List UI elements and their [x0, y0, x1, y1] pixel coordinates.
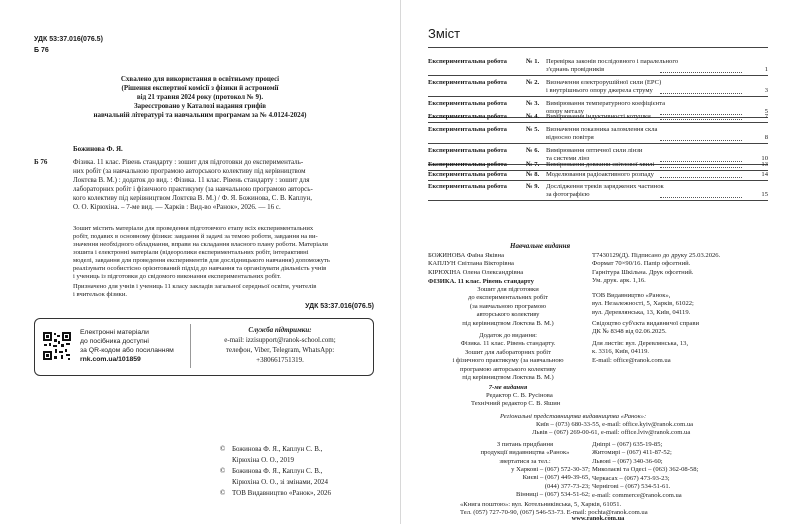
toc-entry-number: № 1.: [526, 58, 540, 65]
mail-order: «Книга поштою»: вул. Котельниківська, 5, Харків, 61051. Тел. (057) 727-70-90, (067) 546-53-73. E-mail: pochta@ranok.com.ua: [460, 501, 648, 517]
toc-entry-number: № 6.: [526, 147, 540, 154]
qr-code-icon: [42, 331, 72, 361]
toc-entry-label: Експериментальна робота: [428, 126, 507, 133]
toc-entry-number: № 5.: [526, 126, 540, 133]
toc-entry-number: № 4.: [526, 113, 540, 120]
phones-left: у Харкові – (067) 572-30-37; Києві – (067) 449-39-65, (044) 377-73-23; Вінниці – (067) 534-51-62;: [511, 466, 590, 499]
office-email[interactable]: E-mail: office@ranok.com.ua: [592, 356, 671, 364]
toc-entry-title: Вимірювання довжини світлової хвилі: [546, 161, 655, 168]
regional-title: Регіональні представництва видавництва «Ранок»:: [500, 413, 647, 420]
commerce-email[interactable]: e-mail: commerce@ranok.com.ua: [592, 492, 682, 499]
side-code: Б 76: [34, 158, 48, 166]
website-link[interactable]: www.ranok.com.ua: [571, 515, 625, 522]
toc-entry-page: 15: [761, 191, 768, 198]
certificate: Свідоцтво суб'єкта видавничої справи ДК № 8348 від 02.06.2025.: [592, 320, 700, 336]
toc-entry-title: Визначення показника заломлення скла: [546, 126, 658, 133]
electronic-materials: Електронні матеріали до посібника доступні за QR-кодом або посиланням rnk.com.ua/101859: [80, 329, 174, 363]
toc-rule: [428, 96, 768, 97]
toc-entry-label: Експериментальна робота: [428, 183, 507, 190]
toc-entry-page: 7: [764, 113, 768, 120]
edu-edition-label: Навчальне видання: [510, 242, 571, 250]
tech-editor: Технічний редактор С. В. Яшин: [471, 400, 561, 407]
toc-leader-dots: [660, 161, 742, 162]
book-description: Зошит для підготовки до експериментальних робіт (за навчальною програмою авторського колективу під керівництвом Локтєва В. М.): [462, 286, 554, 327]
toc-leader-dots: [660, 119, 742, 120]
toc-entry-page: 14: [761, 171, 768, 178]
toc-leader-dots: [660, 140, 742, 141]
toc-entry-title-cont: відносно повітря: [546, 134, 594, 141]
left-page: УДК 53:37.016(076.5) Б 76 Схвалено для використання в освітньому процесі (Рішення експертної комісії з фізики й астрономії від 21 травня 2024 року (протокол № 9). Зареєстровано у Каталозі надання грифів навчальній літературі та навчальним програмам за № 4.0124-2024) Божинова Ф. Я. Б 76 Фізика. 11 клас. Рівень стандарту : зошит для підготовки до експерименталь- них робіт (за навчальною програмою авторського колективу під керівництвом Локтєва В. М.) : додаток до вид. : Фізика. 11 клас. Рівень стандарту : зошит для лабораторних робіт і фізичного практикуму (за навчальною програмою авторсь- кого колективу під керівництвом Локтєва В. М.) / Ф. Я. Божинова, С. В. Каплун, О. О. Кірюхіна. – 7-ме вид. — Харків : Вид-во «Ранок», 2026. — 16 с. Зошит містить матеріали для проведення підготовчого етапу всіх експериментальних робіт, подавих в основному фізики: завдання й задачі за темою роботи, завдання на ви- значення необхідного обладнання, вправи на складання власного плану роботи. Матеріали зошита і електронні матеріали (відеоролики експериментальних робіт, інтерактивні моделі, завдання для проведення експериментів для дослідницького навчання) допоможуть реалізувати особистісно орієнтований підхід до навчання та організувати діяльність учнів і учениць із підготовки до свідомого виконання експериментальних робіт. Призначено для учнів і учениць 11 класу закладів загальної середньої освіти, учителів і вчительок фізики. УДК 53:37.016(076.5) Електронні матеріали до посібника доступні за QR-кодом або посиланням rnk.com.ua/101859 Служба підтримки: e-mail: izzisupport@ranok-school.com; телефон, Viber, Telegram, WhatsApp: +380661751319. © Божинова Ф. Я., Каплун С. В., Кірюхіна О. О., 2019 © Божинова Ф. Я., Каплун С. В., Кірюхіна О. О., зі змінами, 2024 © ТОВ Видавництво «Ранок», 2026: [0, 0, 401, 524]
toc-entry-page: 8: [764, 134, 768, 141]
toc-entry-label: Експериментальна робота: [428, 161, 507, 168]
toc-title: Зміст: [428, 26, 461, 41]
toc-leader-dots: [660, 197, 742, 198]
support-phones-label: телефон, Viber, Telegram, WhatsApp:: [225, 346, 335, 354]
toc-entry-title: Вимірювання індуктивності котушки: [546, 113, 651, 120]
phones-right: Дніпрі – (067) 635-19-85; Житомирі – (067) 411-87-52; Львові – (067) 340-36-60; Миколаєві та Одесі – (063) 362-08-58; Черкасах – (067) 473-93-23; Чернігові – (067) 534-51-61.: [592, 441, 699, 491]
support-title: Служба підтримки:: [248, 326, 312, 334]
toc-entry-title-cont: з'єднань провідників: [546, 66, 605, 73]
toc-rule: [428, 75, 768, 76]
toc-rule: [428, 143, 768, 144]
toc-entry-page: 13: [761, 161, 768, 168]
materials-link[interactable]: rnk.com.ua/101859: [80, 356, 141, 363]
toc-entry-number: № 8.: [526, 171, 540, 178]
toc-leader-dots: [660, 93, 742, 94]
toc-entry-page: 10: [761, 155, 768, 162]
toc-entry-title-cont: опору металу: [546, 108, 584, 115]
regional-lviv: Львів – (067) 269-00-61, e-mail: office.lviv@ranok.com.ua: [532, 429, 691, 436]
editor: Редактор С. В. Русінова: [486, 392, 553, 399]
toc-entry-title: Вимірювання оптичної сили лінзи: [546, 147, 643, 154]
toc-entry-title-cont: та системи лінз: [546, 155, 590, 162]
toc-entry-title: Вимірювання температурного коефіцієнта: [546, 100, 665, 107]
supplement-description: Додаток до видання: Фізика. 11 клас. Рівень стандарту. Зошит для лабораторних робіт і фізичного практикуму (за навчальною програмою авторського колективу під керівництвом Локтєва В. М.): [452, 332, 564, 382]
udk-top: УДК 53:37.016(076.5): [34, 36, 103, 43]
toc-entry-number: № 7.: [526, 161, 540, 168]
toc-entry-title-cont: за фотографією: [546, 191, 590, 198]
toc-entry-title: Перевірка законів послідовного і паралельного: [546, 58, 679, 65]
toc-entry-label: Експериментальна робота: [428, 113, 507, 120]
toc-top-rule: [428, 47, 768, 48]
print-info: Т7430129(Д). Підписано до друку 25.03.2026. Формат 70×90/16. Папір офсетний. Гарнітура Шкільна. Друк офсетний. Ум. друк. арк. 1,16.: [592, 252, 721, 285]
toc-leader-dots: [660, 114, 742, 115]
edition-number: 7-ме видання: [488, 384, 528, 391]
support-email[interactable]: e-mail: izzisupport@ranok-school.com;: [224, 336, 336, 344]
toc-entry-number: № 3.: [526, 100, 540, 107]
toc-leader-dots: [660, 177, 742, 178]
regional-kyiv: Київ – (073) 680-33-55, e-mail: office.kyiv@ranok.com.ua: [536, 421, 694, 428]
support-phone[interactable]: +380661751319.: [256, 356, 304, 364]
toc-entry-page: 3: [764, 87, 768, 94]
publisher-address: ТОВ Видавництво «Ранок», вул. Незалежності, 5, Харків, 61022; вул. Деревлянська, 13, Київ, 04119.: [592, 292, 694, 316]
toc-entry-label: Експериментальна робота: [428, 100, 507, 107]
toc-entry-label: Експериментальна робота: [428, 58, 507, 65]
toc-rule: [428, 122, 768, 123]
toc-entry-number: № 9.: [526, 183, 540, 190]
letters-address: Для листів: вул. Деревлянська, 13, к. 3316, Київ, 04119. E-mail: office@ranok.com.ua: [592, 340, 689, 364]
toc-rule: [428, 200, 768, 201]
toc-entry-page: 5: [764, 108, 768, 115]
toc-entry-title-cont: і внутрішнього опору джерела струму: [546, 87, 653, 94]
toc-entry-number: № 2.: [526, 79, 540, 86]
buy-title: З питань придбання продукції видавництва «Ранок» звертатися за тел.:: [480, 441, 570, 465]
toc-entry-title: Моделювання радіоактивного розпаду: [546, 171, 654, 178]
toc-entry-title: Дослідження треків заряджених частинок: [546, 183, 664, 190]
toc-entry-label: Експериментальна робота: [428, 79, 507, 86]
author-names: БОЖИНОВА Фаїна Яківна КАПЛУН Світлана Вікторівна КІРЮХІНА Олена Олександрівна: [428, 252, 524, 276]
toc-entry-page: 1: [764, 66, 768, 73]
toc-leader-dots: [660, 72, 742, 73]
toc-rule: [428, 180, 768, 181]
toc-entry-label: Експериментальна робота: [428, 147, 507, 154]
authors-line: Божинова Ф. Я.: [73, 145, 123, 153]
udk-bottom: УДК 53:37.016(076.5): [305, 303, 374, 310]
bbk-code: Б 76: [34, 47, 49, 54]
toc-leader-dots: [660, 167, 742, 168]
book-title: ФІЗИКА. 11 клас. Рівень стандарту: [428, 278, 534, 285]
toc-entry-title: Визначення електрорушійної сили (ЕРС): [546, 79, 662, 86]
toc-entry-label: Експериментальна робота: [428, 171, 507, 178]
